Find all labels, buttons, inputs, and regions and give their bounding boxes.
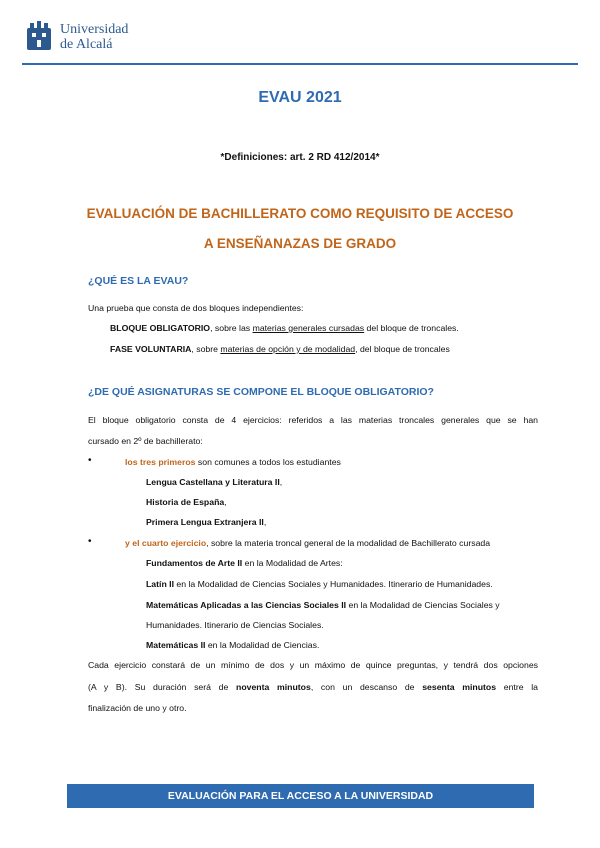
- item2-end: , del bloque de troncales: [355, 344, 450, 354]
- subject1: Lengua Castellana y Literatura II,: [146, 477, 283, 487]
- item2-underlined: materias de opción y de modalidad: [220, 344, 356, 354]
- mod3-text: en la Modalidad de Ciencias Sociales y: [346, 600, 500, 610]
- bullet2-highlight: y el cuarto ejercicio: [125, 538, 207, 548]
- modality4: [146, 640, 319, 650]
- subject2-text: Historia de España: [146, 497, 225, 507]
- subject3: Primera Lengua Extranjera II,: [146, 517, 267, 527]
- modality3: [146, 600, 500, 610]
- bullet1-highlight: los tres primeros: [125, 457, 196, 467]
- section2-intro-line2: cursado en 2º de bachillerato:: [88, 436, 203, 446]
- footer-banner: EVALUACIÓN PARA EL ACCESO A LA UNIVERSIDAD: [67, 784, 534, 808]
- closing-line2: [88, 682, 538, 692]
- modality3-cont: Humanidades. Itinerario de Ciencias Sociales.: [146, 620, 324, 630]
- bullet-dot-1: •: [88, 455, 92, 466]
- subject3-text: Primera Lengua Extranjera II: [146, 517, 264, 527]
- subtitle-line2: A ENSEÑANAZAS DE GRADO: [203, 236, 397, 251]
- section2-heading: ¿DE QUÉ ASIGNATURAS SE COMPONE EL BLOQUE OBLIGATORIO?: [88, 386, 434, 398]
- logo-line1: Universidad: [60, 22, 129, 37]
- definitions-note: *Definiciones: art. 2 RD 412/2014*: [220, 152, 380, 163]
- bullet2-text: , sobre la materia troncal general de la modalidad de Bachillerato cursada: [206, 538, 491, 548]
- header-rule: [22, 63, 578, 65]
- section1-item2: [110, 344, 450, 354]
- modality1: [146, 558, 343, 568]
- mod1-bold: Fundamentos de Arte II: [146, 558, 243, 568]
- bullet1-text: son comunes a todos los estudiantes: [195, 457, 341, 467]
- subject2: Historia de España,: [146, 497, 227, 507]
- mod2-bold: Latín II: [146, 579, 174, 589]
- closing-bold2: sesenta minutos: [422, 682, 497, 692]
- mod2-text: en la Modalidad de Ciencias Sociales y Humanidades. Itinerario de Humanidades.: [174, 579, 493, 589]
- page-title: EVAU 2021: [258, 89, 342, 106]
- modality2: [146, 579, 493, 589]
- closing-bold1: noventa minutos: [236, 682, 311, 692]
- item1-bold: BLOQUE OBLIGATORIO: [110, 323, 211, 333]
- subtitle-line1: EVALUACIÓN DE BACHILLERATO COMO REQUISITO DE ACCESO: [86, 206, 514, 221]
- section1-heading: ¿QUÉ ES LA EVAU?: [88, 275, 189, 287]
- mod4-bold: Matemáticas II: [146, 640, 206, 650]
- logo-line2: de Alcalá: [60, 37, 113, 52]
- item2-bold: FASE VOLUNTARIA: [110, 344, 192, 354]
- subject1-text: Lengua Castellana y Literatura II: [146, 477, 280, 487]
- closing-line2-b: , con un descanso de: [310, 682, 423, 692]
- item1-underlined: materias generales cursadas: [252, 323, 365, 333]
- university-logo: [24, 20, 128, 54]
- section2-intro-line1: El bloque obligatorio consta de 4 ejercicios: referidos a las materias troncales generales que se han: [88, 415, 538, 425]
- item2-mid: , sobre: [191, 344, 221, 354]
- closing-line3: finalización de uno y otro.: [88, 703, 187, 713]
- university-name: [60, 22, 128, 52]
- closing-line1: Cada ejercicio constará de un mínimo de dos y un máximo de quince preguntas, y tendrá dos opciones: [88, 660, 538, 670]
- item1-end: del bloque de troncales.: [364, 323, 459, 333]
- bullet2: [125, 538, 490, 548]
- mod3-bold: Matemáticas Aplicadas a las Ciencias Sociales II: [146, 600, 347, 610]
- mod1-text: en la Modalidad de Artes:: [242, 558, 343, 568]
- bullet-dot-2: •: [88, 536, 92, 547]
- closing-line2-c: entre la: [496, 682, 539, 692]
- mod4-text: en la Modalidad de Ciencias.: [205, 640, 320, 650]
- university-crest-icon: [24, 20, 54, 54]
- section1-item1: [110, 323, 459, 333]
- item1-mid: , sobre las: [210, 323, 253, 333]
- bullet1: [125, 457, 341, 467]
- closing-line2-a: (A y B). Su duración será de: [88, 682, 237, 692]
- section1-intro: Una prueba que consta de dos bloques independientes:: [88, 303, 304, 313]
